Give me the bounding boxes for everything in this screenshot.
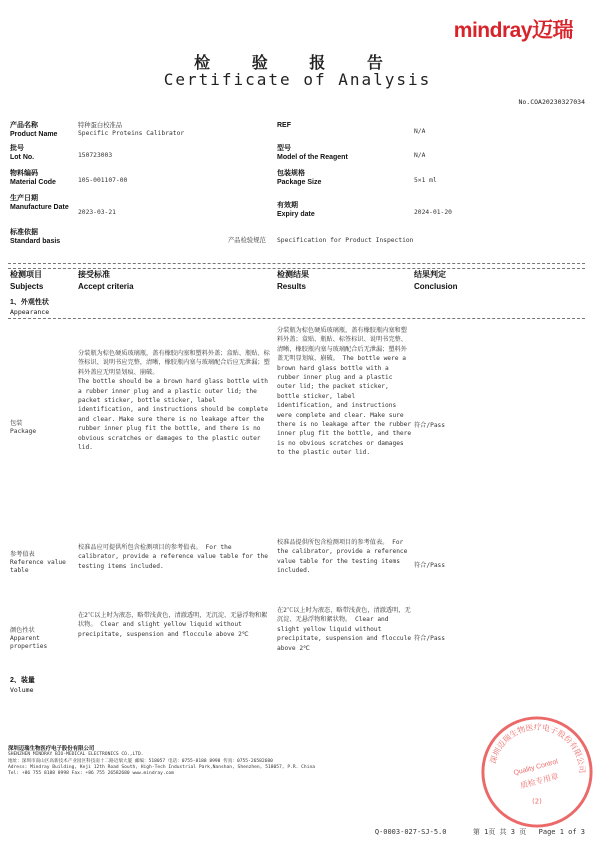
info-value-model: N/A — [414, 152, 426, 159]
standard-basis-cn: 产品检验规范 — [228, 237, 266, 244]
info-label-standard-basis: 标准依据 Standard basis — [10, 229, 61, 245]
row-apparent-criteria: 在2℃以上时为液态，略带浅黄色，清澈透明，无沉淀、无悬浮物和絮状物。 Clear and slight yellow liquid without precipitate, suspension and floccule above 2℃ — [78, 612, 268, 638]
section-appearance: 1、外观性状 Appearance — [10, 299, 50, 316]
row-package-results: 分装瓶为棕色硬质玻璃瓶，盖有橡胶瓶内塞和塑料外盖；盒贴、瓶贴、标签标识、说明书完整、清晰，橡胶瓶内塞与玻璃配合后无泄漏；塑料外盖无明显划痕、崩破。 The bottle were a brown hard glass bottle with a rubber inner plug and a plastic outer lid; the packet sticker, bottle sticker, label identification, and instructions were complete and clear. Make sure there is no leakage after the rubber inner plug fit the bottle, and there is no obvious scratches or damages to the plastic outer lid. — [277, 327, 412, 457]
row-reference-criteria: 校准品应可提供所包含检测项目的参考值表。 For the calibrator, provide a reference value table for the testing items included. — [78, 544, 268, 570]
info-value-manufacture-date: 2023-03-21 — [78, 209, 116, 216]
row-reference-conclusion: 符合/Pass — [414, 562, 446, 569]
header-subjects: 检测项目 Subjects — [10, 270, 44, 291]
footer-company-info: 深圳迈瑞生物医疗电子股份有限公司 SHENZHEN MINDRAY BIO-MEDICAL ELECTRONICS CO.,LTD. 地址：深圳市南山区高新技术产业园区科技南十二路迈瑞大厦 邮编：518057 电话：0755-8188 8998 传真：0755-26582680 Adress: Mindray Building, Keji 12th Road South, High-Tech Industrial Park,Nanshan, Shenzhen, 518057, P.R. China Tel: +86 755 8188 8998 Fax: +86 755 26582680 www.mindray.com — [8, 746, 315, 777]
info-value-ref: N/A — [414, 128, 426, 135]
svg-text:深圳迈瑞生物医疗电子股份有限公司: 深圳迈瑞生物医疗电子股份有限公司 — [488, 722, 587, 774]
row-reference-results: 校准品提供所包含检测项目的参考值表。 For the calibrator, provide a reference value table for the testing items included. — [277, 539, 408, 575]
row-package-subject: 包装 Package — [10, 420, 37, 435]
title-chinese: 检 验 报 告 — [194, 53, 401, 72]
logo-text-cn: 迈瑞 — [532, 19, 573, 42]
info-label-ref: REF — [277, 122, 291, 129]
info-label-model: 型号 Model of the Reagent — [277, 145, 348, 161]
page-number-cn: 第 1页 共 3 页 — [472, 828, 527, 836]
info-value-lot-no: 150723003 — [78, 152, 113, 159]
page-number-en: Page 1 of 3 — [538, 828, 585, 836]
info-label-product-name: 产品名称 Product Name — [10, 122, 58, 138]
stamp-bottom-text: (2) — [532, 797, 542, 806]
info-value-expiry-date: 2024-01-20 — [414, 209, 452, 216]
info-label-manufacture-date: 生产日期 Manufacture Date — [10, 195, 69, 211]
doc-code: Q-0003-027-SJ-5.0 — [374, 828, 447, 836]
stamp-center-text: Quality Control — [512, 758, 559, 777]
row-package-criteria: 分装瓶为棕色硬质玻璃瓶，盖有橡胶内塞和塑料外盖；盒贴、瓶贴、标签标识、说明书应完整，清晰，橡胶瓶内塞与玻璃配合后应无泄漏；塑料外盖应无明显划痕、崩破。 The bottle should be a brown hard glass bottle with a rubber inner plug and a plastic outer lid; the packet sticker, bottle sticker, label identification, and instructions should be complete and clear. Make sure there is no leakage after the rubber inner plug fit the bottle, and there is no obvious scratches or damages to the plastic outer lid. — [78, 350, 270, 452]
info-label-lot-no: 批号 Lot No. — [10, 145, 35, 161]
header-results: 检测结果 Results — [277, 270, 309, 291]
info-value-material-code: 105-001107-00 — [78, 177, 128, 184]
row-apparent-subject: 颜色性状 Apparent properties — [10, 627, 48, 650]
divider-top — [8, 263, 585, 264]
company-seal-stamp — [478, 713, 595, 831]
info-label-package-size: 包装规格 Package Size — [277, 170, 322, 186]
standard-basis-en: Specification for Product Inspection — [277, 237, 414, 244]
row-apparent-conclusion: 符合/Pass — [414, 635, 446, 642]
row-reference-subject: 参考值表 Reference value table — [10, 551, 66, 574]
info-value-product-name: 特种蛋白校准品 Specific Proteins Calibrator — [78, 122, 185, 137]
info-value-package-size: 5×1 ml — [414, 177, 437, 184]
stamp-cn-text: 质检专用章 — [519, 771, 560, 791]
header-conclusion: 结果判定 Conclusion — [414, 270, 458, 291]
row-package-conclusion: 符合/Pass — [414, 422, 446, 429]
header-accept-criteria: 接受标准 Accept criteria — [78, 270, 134, 291]
divider-appearance — [8, 318, 585, 319]
row-apparent-results: 在2℃以上时为液态，略带浅黄色，清澈透明，无沉淀、无悬浮物和絮状物。 Clear and slight yellow liquid without precipitate, suspension and floccule above 2℃ — [277, 607, 412, 652]
section-volume: 2、装量 Volume — [10, 677, 35, 694]
info-label-material-code: 物料编码 Material Code — [10, 170, 56, 186]
divider-top-2 — [8, 268, 585, 269]
logo-text-en: mindray — [453, 19, 532, 42]
title-english: Certificate of Analysis — [163, 70, 432, 89]
certificate-number: No.COA20230327034 — [518, 98, 585, 106]
info-label-expiry-date: 有效期 Expiry date — [277, 202, 315, 218]
mindray-logo — [454, 14, 573, 44]
